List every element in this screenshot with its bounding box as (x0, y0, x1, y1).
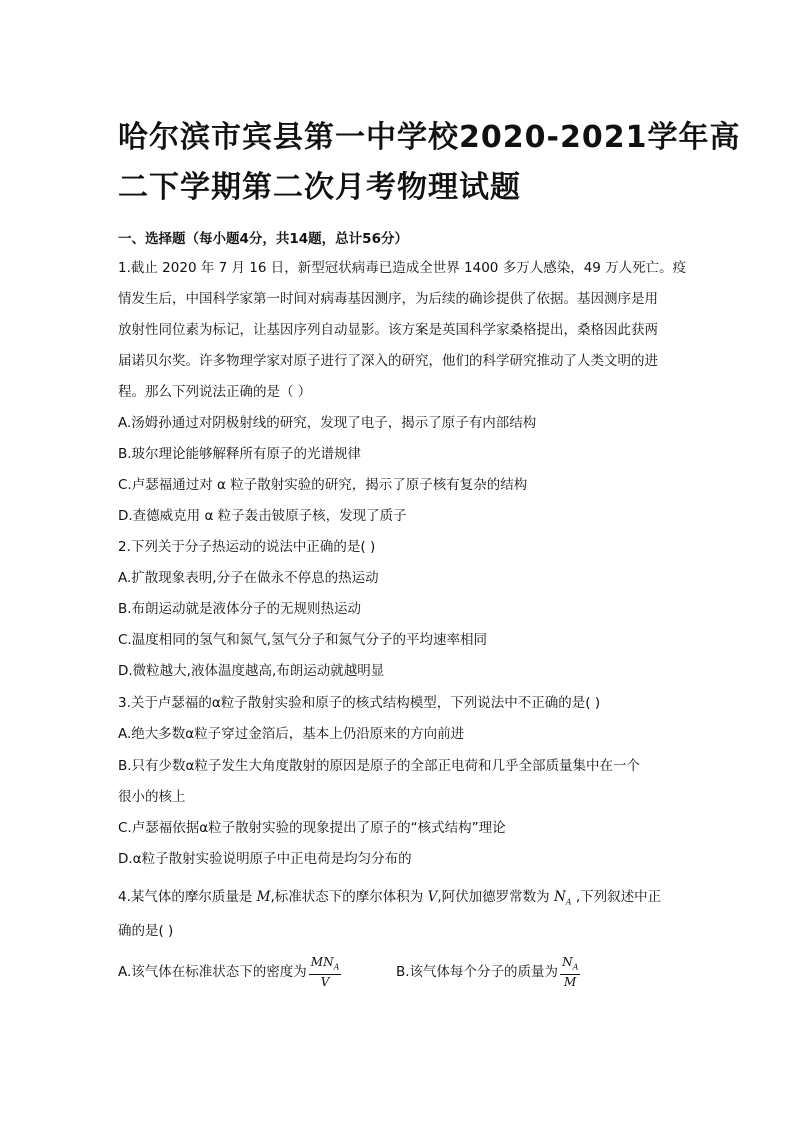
section-heading: 一、选择题（每小题4分，共14题，总计56分） (118, 231, 408, 247)
q4-option-b-fraction (560, 955, 580, 989)
q4-stem-text-4: ,下列叙述中正 (571, 889, 662, 905)
q4-option-b-numerator-text: N (562, 955, 573, 969)
q4-option-a-numerator (309, 955, 342, 975)
q1-stem-line-1: 1.截止 2020 年 7 月 16 日，新型冠状病毒已造成全世界 1400 多万人感染，49 万人死亡。疫 (118, 260, 687, 276)
q1-stem-line-2: 情发生后，中国科学家第一时间对病毒基因测序，为后续的确诊提供了依据。基因测序是用 (118, 291, 658, 307)
q1-stem-line-4: 届诺贝尔奖。许多物理学家对原子进行了深入的研究，他们的科学研究推动了人类文明的进 (118, 353, 658, 369)
q4-symbol-na (554, 889, 572, 905)
q2-option-b: B.布朗运动就是液体分子的无规则热运动 (118, 601, 362, 617)
q4-option-a-text: A.该气体在标准状态下的密度为 (118, 964, 307, 981)
q4-stem-text-1: 4.某气体的摩尔质量是 (118, 889, 257, 905)
q4-option-b-numerator-subscript: A (572, 962, 579, 972)
q1-stem-line-3: 放射性同位素为标记，让基因序列自动显影。该方案是英国科学家桑格提出，桑格因此获两 (118, 322, 658, 338)
q4-option-a-numerator-text: MN (310, 955, 334, 969)
q4-symbol-v: V (427, 889, 438, 905)
q4-option-b-numerator (560, 955, 580, 975)
exam-title-line-2: 二下学期第二次月考物理试题 (118, 170, 521, 205)
q4-option-b-denominator: M (564, 975, 577, 990)
q1-stem-line-5: 程。那么下列说法正确的是（ ） (118, 384, 312, 400)
q3-option-b-line-1: B.只有少数α粒子发生大角度散射的原因是原子的全部正电荷和几乎全部质量集中在一个 (118, 758, 640, 774)
q4-stem-text-3: ,阿伏加德罗常数为 (437, 889, 554, 905)
q1-option-a: A.汤姆孙通过对阴极射线的研究，发现了电子，揭示了原子有内部结构 (118, 415, 537, 431)
q3-option-d: D.α粒子散射实验说明原子中正电荷是均匀分布的 (118, 851, 412, 867)
q4-option-a-numerator-subscript: A (333, 962, 340, 972)
q2-option-c: C.温度相同的氢气和氮气,氢气分子和氮气分子的平均速率相同 (118, 632, 488, 648)
q3-stem: 3.关于卢瑟福的α粒子散射实验和原子的核式结构模型，下列说法中不正确的是( ) (118, 695, 601, 711)
q1-option-c: C.卢瑟福通过对 α 粒子散射实验的研究，揭示了原子核有复杂的结构 (118, 477, 528, 493)
q2-stem: 2.下列关于分子热运动的说法中正确的是( ) (118, 539, 376, 555)
q4-symbol-n: N (553, 889, 566, 905)
q4-stem-line-2: 确的是( ) (118, 923, 174, 939)
exam-title-line-1: 哈尔滨市宾县第一中学校2020-2021学年高 (118, 120, 741, 155)
q4-option-b (396, 955, 582, 989)
q4-option-a (118, 955, 343, 989)
q3-option-c: C.卢瑟福依据α粒子散射实验的现象提出了原子的“核式结构”理论 (118, 820, 506, 836)
q4-stem-text-2: ,标准状态下的摩尔体积为 (270, 889, 428, 905)
q1-option-d: D.查德威克用 α 粒子轰击铍原子核，发现了质子 (118, 508, 407, 524)
q2-option-a: A.扩散现象表明,分子在做永不停息的热运动 (118, 570, 379, 586)
q3-option-b-line-2: 很小的核上 (118, 789, 186, 805)
q1-option-b: B.玻尔理论能够解释所有原子的光谱规律 (118, 446, 362, 462)
q3-option-a: A.绝大多数α粒子穿过金箔后，基本上仍沿原来的方向前进 (118, 726, 465, 742)
q2-option-d: D.微粒越大,液体温度越高,布朗运动就越明显 (118, 663, 385, 679)
q4-option-b-text: B.该气体每个分子的质量为 (396, 964, 559, 981)
q4-option-a-fraction (309, 955, 342, 989)
q4-option-a-denominator: V (320, 975, 330, 990)
q4-stem-line-1 (118, 887, 661, 913)
q4-symbol-a-subscript: A (565, 897, 572, 907)
q4-symbol-m: M (256, 889, 271, 905)
